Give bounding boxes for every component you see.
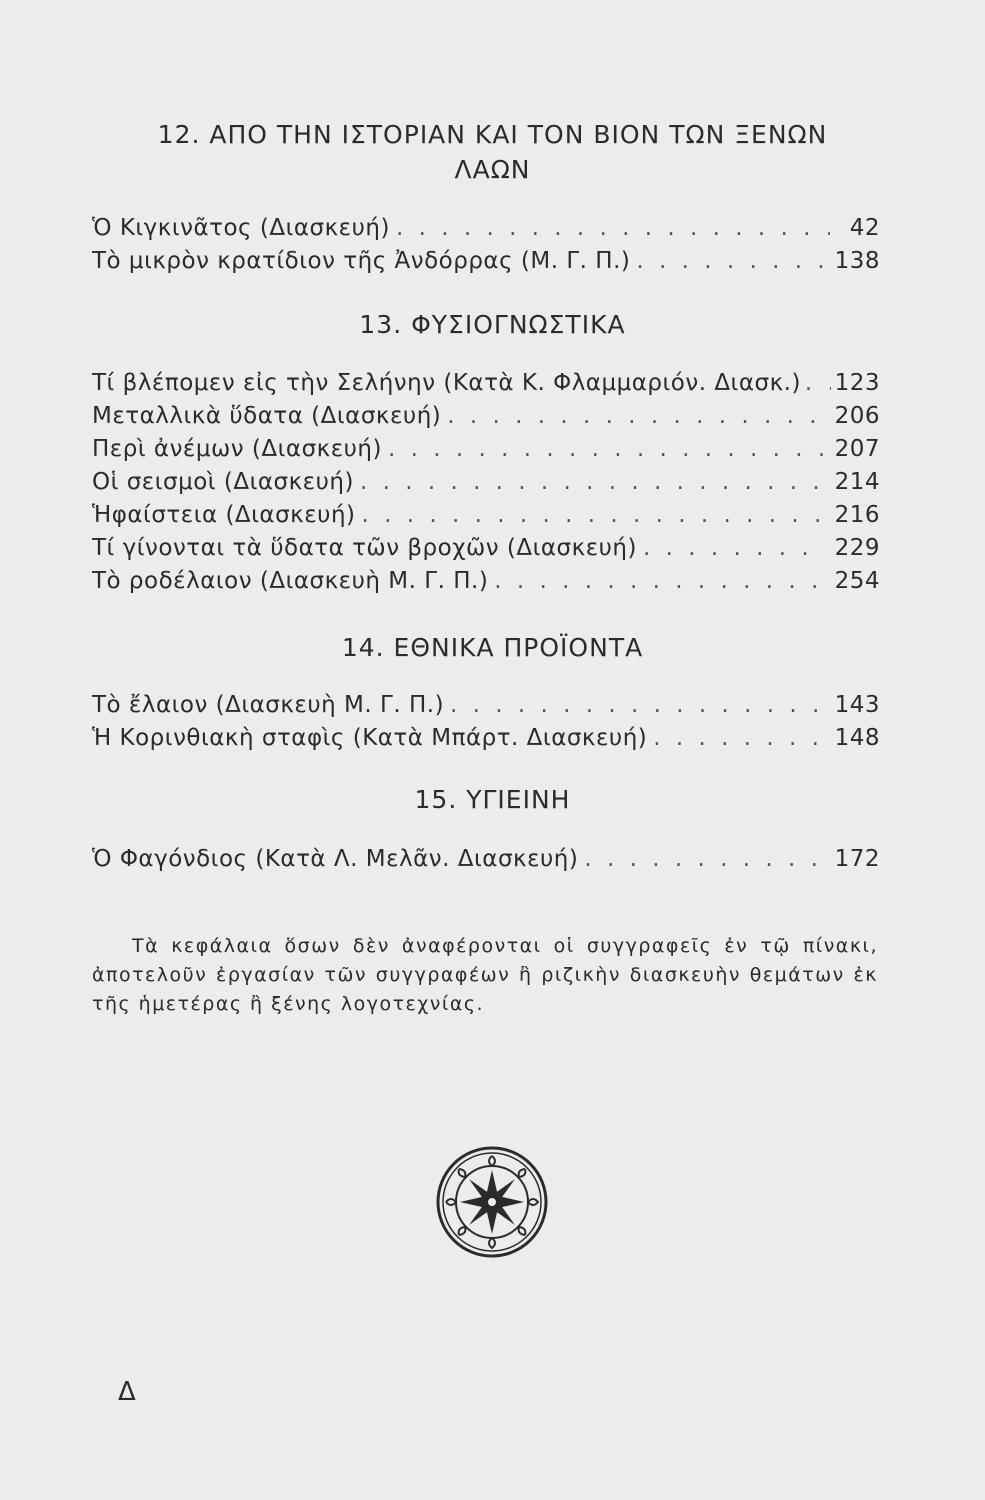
leader-dots [805, 370, 831, 396]
toc-entry [92, 568, 880, 602]
leader-dots [653, 725, 824, 751]
leader-dots [396, 215, 830, 241]
toc-entry [92, 846, 880, 880]
entry-page: 42 [849, 215, 880, 241]
leader-dots [447, 403, 824, 429]
toc-entry [92, 725, 880, 759]
toc-entry [92, 692, 880, 726]
entry-page: 216 [834, 502, 880, 528]
entry-page: 206 [834, 403, 880, 429]
leader-dots [388, 436, 825, 462]
entry-page: 172 [834, 846, 880, 872]
leader-dots [450, 692, 825, 718]
entry-title: Ὁ Κιγκινᾶτος (Διασκευή) [92, 215, 390, 241]
entry-title: Ἡ Κορινθιακὴ σταφὶς (Κατὰ Μπάρτ. Διασκευή) [92, 725, 648, 751]
entry-title: Οἱ σεισμοὶ (Διασκευή) [92, 469, 354, 495]
entry-title: Ὁ Φαγόνδιος (Κατὰ Λ. Μελᾶν. Διασκευή) [92, 846, 579, 872]
section-14-heading: 14. ΕΘΝΙΚΑ ΠΡΟΪΟΝΤΑ [341, 633, 644, 662]
entry-title: Περὶ ἀνέμων (Διασκευή) [92, 436, 382, 462]
rosette-ornament-icon [436, 1146, 548, 1258]
entry-page: 138 [834, 248, 880, 274]
toc-entry [92, 248, 880, 282]
toc-entry [92, 469, 880, 503]
leader-dots [643, 535, 825, 561]
leader-dots [636, 248, 824, 274]
entry-page: 214 [834, 469, 880, 495]
entry-title: Μεταλλικὰ ὕδατα (Διασκευή) [92, 403, 442, 429]
toc-entry [92, 502, 880, 536]
toc-entry [92, 215, 880, 249]
toc-entry [92, 436, 880, 470]
entry-title: Τί γίνονται τὰ ὕδατα τῶν βροχῶν (Διασκευή) [92, 535, 637, 561]
authorship-note: Τὰ κεφάλαια ὅσων δὲν ἀναφέρονται οἱ συγγραφεῖς ἐν τῷ πίνακι, ἀποτελοῦν ἐργασίαν τῶν συγγραφέων ἢ ριζικὴν διασκευὴν θεμάτων ἐκ τῆς ἡμετέρας ἢ ξένης λογοτεχνίας. [92, 935, 878, 1015]
entry-title: Τὸ ροδέλαιον (Διασκευὴ Μ. Γ. Π.) [92, 568, 489, 594]
entry-title: Τί βλέπομεν εἰς τὴν Σελήνην (Κατὰ Κ. Φλαμμαριόν. Διασκ.) [92, 370, 801, 396]
section-13-heading: 13. ΦΥΣΙΟΓΝΩΣΤΙΚΑ [359, 310, 626, 339]
toc-entry [92, 403, 880, 437]
leader-dots [360, 469, 825, 495]
entry-page: 207 [834, 436, 880, 462]
entry-page: 143 [834, 692, 880, 718]
entry-title: Ἡφαίστεια (Διασκευή) [92, 502, 356, 528]
leader-dots [494, 568, 824, 594]
entry-title: Τὸ μικρὸν κρατίδιον τῆς Ἀνδόρρας (Μ. Γ. Π.) [92, 248, 631, 274]
entry-page: 229 [834, 535, 880, 561]
leader-dots [584, 846, 824, 872]
toc-entry [92, 535, 880, 569]
toc-entry [92, 370, 880, 404]
entry-title: Τὸ ἔλαιον (Διασκευὴ Μ. Γ. Π.) [92, 692, 445, 718]
entry-page: 148 [834, 725, 880, 751]
entry-page: 254 [834, 568, 880, 594]
section-15-heading: 15. ΥΓΙΕΙΝΗ [414, 785, 571, 814]
entry-page: 123 [834, 370, 880, 396]
section-12-heading: 12. ΑΠΟ ΤΗΝ ΙΣΤΟΡΙΑΝ ΚΑΙ ΤΟΝ ΒΙΟΝ ΤΩΝ ΞΕΝΩΝ [157, 120, 828, 149]
leader-dots [362, 502, 825, 528]
signature-mark: Δ [118, 1377, 136, 1407]
section-12-heading-line2: ΛΑΩΝ [454, 155, 531, 184]
